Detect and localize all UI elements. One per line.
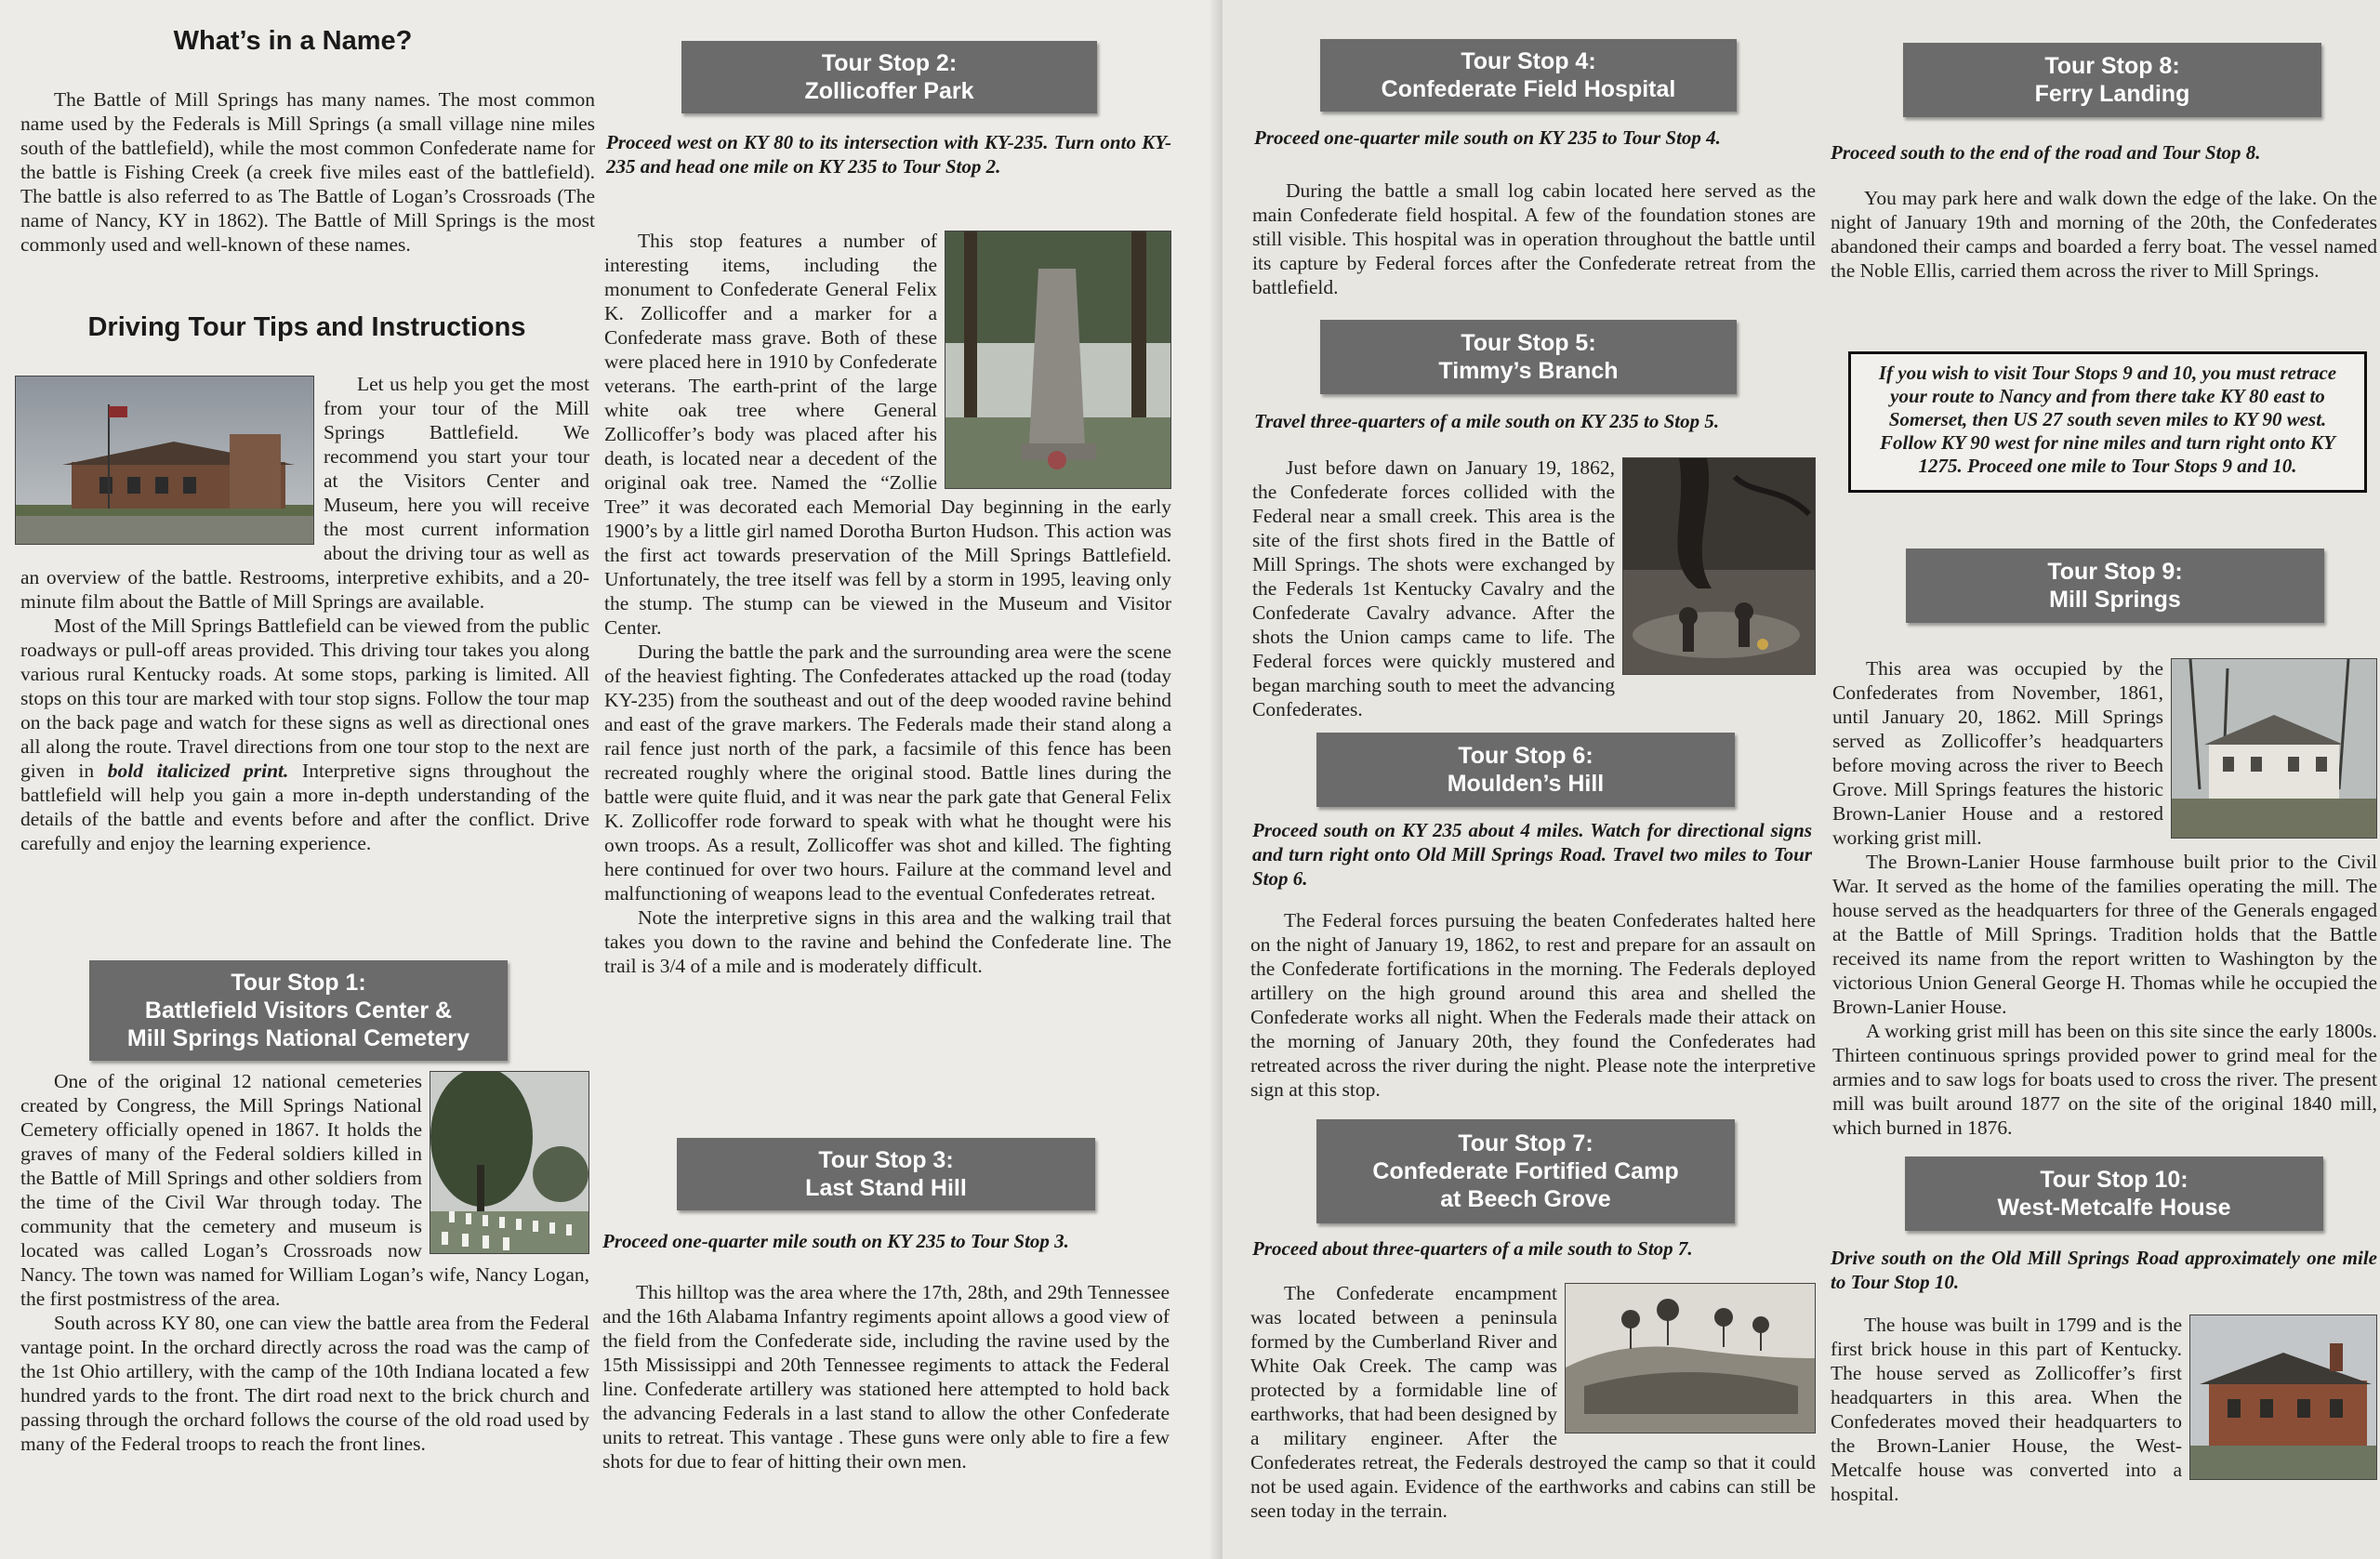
tour-stop-5-directions: Travel three-quarters of a mile south on KY 235 to Stop 5. (1254, 410, 1720, 432)
tour-stop-5-banner: Tour Stop 5: Timmy’s Branch (1320, 320, 1737, 394)
tour-stop-9-banner: Tour Stop 9: Mill Springs (1906, 548, 2324, 623)
zollicoffer-monument-photo (945, 231, 1171, 489)
tips-p2: Most of the Mill Springs Battlefield can be viewed from the public roadways or pull-off areas provided. This driving tour takes you along various rural Kentucky roads. At some stops, parking is limited. All stops on this tour are marked with tour stop signs. Follow the tour map on the back page and watch for these signs as well as directional ones all along the route. Travel directions from one tour stop to the next are given in bold italicized print. Interpretive signs throughout the battlefield will help you gain a more in-depth understanding of the details of the battle and events before and after the conflict. Drive carefully and enjoy the learning experience. (20, 614, 589, 854)
tour-stop-1-banner: Tour Stop 1: Battlefield Visitors Center & Mill Springs National Cemetery (89, 960, 508, 1061)
tour-stop-5-text: Just before dawn on January 19, 1862, the Confederate forces collided with the Federal near a small creek. This area is the site of the first shots fired in the Battle of Mill Springs. The shots were exchanged by the Federals 1st Kentucky Cavalry and the Confederate Cavalry advance. After the shots the Union camps came to life. The Federal forces were quickly mustered and began marching south to meet the advancing Confederates. (1252, 456, 1816, 721)
tour-stop-1-text: One of the original 12 national cemeteries created by Congress, the Mill Springs National Cemetery officially opened in 1867. It holds the graves of many of the Federal soldiers killed in the Battle of Mill Springs and other soldiers from the time of the Civil War through today. The community that the cemetery and museum is located was called Logan’s Crossroads now Nancy. The town was named for William Logan’s wife, Nancy Logan, the first postmistress of the area. South across KY 80, one can view the battle area from the Federal vantage point. In the orchard directly across the road was the camp of the 1st Ohio artillery, with the camp of the 10th Indiana located a few hundred yards to the front. The dirt road next to the brick church and passing through the orchard follows the course of the old road used by many of the Federal troops to reach the front lines. (20, 1069, 589, 1456)
right-page (1223, 0, 2380, 1559)
tour-stop-10-banner: Tour Stop 10: West-Metcalfe House (1905, 1156, 2323, 1231)
tour-stop-2-banner: Tour Stop 2: Zollicoffer Park (681, 41, 1097, 113)
visitors-center-photo (15, 376, 314, 545)
tour-stop-2-text: This stop features a number of interesting items, including the monument to Confederate General Felix K. Zollicoffer and a marker for a Confederate mass grave. Both of these were placed here in 1910 by Confederate veterans. The earth-print of the large white oak tree where General Zollicoffer’s body was placed after his death, is located near a decedent of the original oak tree. Named the “Zollie Tree” it was decorated each Memorial Day beginning in the early 1900’s by a little girl named Dorotha Burton Hudson. This action was the first act towards preservation of the Mill Springs Battlefield. Unfortunately, the tree itself was fell by a storm in 1995, leaving only the stump. The stump can be viewed in the Museum and Visitor Center. During the battle the park and the surrounding area were the scene of the heaviest fighting. The Confederates attacked up the road (today KY-235) from the southeast and out of the deep wooded ravine behind and east of the grave markers. The Federals made their stand along a rail fence just north of the park, a facsimile of this fence has been recreated roughly where the original stood. Battle lines during the battle were quite fluid, and it was near the park gate that General Felix K. Zollicoffer rode forward to speak with what he thought were his own troops. As a result, Zollicoffer was shot and killed. The fighting here continued for over two hours. Failure at the command level and malfunctioning of weapons lead to the eventual Confederates retreat. Note the interpretive signs in this area and the walking trail that takes you down to the ravine and behind the Confederate line. The trail is 3/4 of a mile and is moderately difficult. (604, 230, 1171, 977)
timmys-branch-illustration (1622, 457, 1816, 675)
tips-heading: Driving Tour Tips and Instructions (87, 312, 526, 342)
tour-stop-6-banner: Tour Stop 6: Moulden’s Hill (1316, 733, 1735, 807)
name-heading: What’s in a Name? (173, 26, 413, 56)
tour-stop-7-text: The Confederate encampment was located between a peninsula formed by the Cumberland River and White Oak Creek. The camp was protected by a formidable line of earthworks, that had been designed by a military engineer. After the Confederates retreat, the Federals destroyed the camp so that it could not be used again. Evidence of the earthworks and cabins can still be seen today in the terrain. (1250, 1282, 1816, 1522)
tour-stop-9-text: This area was occupied by the Confederates from November, 1861, until January 20, 1862. Mill Springs served as Zollicoffer’s headquarters before moving across the river to Beech Grove. Mill Springs features the historic Brown-Lanier House and a restored working grist mill. The Brown-Lanier House farmhouse built prior to the Civil War. It served as the home of the families operating the mill. The house served as the headquarters for three of the Generals engaged at the Battle of Mill Springs. Tradition holds that the Battle received its name from the report written to Washington by the victorious Union General George H. Thomas while he occupied the Brown-Lanier House. A working grist mill has been on this site since the early 1800s. Thirteen continuous springs provided power to grind meal for the armies and to saw logs for boats used to cross the river. The present mill was built around 1877 on the site of the original 1840 mill, which burned in 1876. (1832, 657, 2377, 1139)
tour-stop-10-text: The house was built in 1799 and is the first brick house in this part of Kentucky. The house served as Zollicoffer’s first headquarters in this area. When the Confederates moved their headquarters to the Brown-Lanier House, the West-Metcalfe house was converted into a hospital. (1831, 1313, 2377, 1506)
tour-stop-7-directions: Proceed about three-quarters of a mile south to Stop 7. (1252, 1237, 1693, 1260)
tour-stop-2-directions: Proceed west on KY 80 to its intersection with KY-235. Turn onto KY-235 and head one mile on KY 235 to Tour Stop 2. (606, 131, 1171, 178)
tour-stop-7-banner: Tour Stop 7: Confederate Fortified Camp at Beech Grove (1316, 1119, 1735, 1223)
tour-stop-4-directions: Proceed one-quarter mile south on KY 235 to Tour Stop 4. (1254, 126, 1721, 149)
tour-stop-8-directions: Proceed south to the end of the road and Tour Stop 8. (1831, 141, 2261, 164)
tips-text: Let us help you get the most from your tour of the Mill Springs Battlefield. We recommend you start your tour at the Visitors Center and Museum, here you will receive the most current information about the driving tour as well as an overview of the battle. Restrooms, interpretive exhibits, and a 20-minute film about the Battle of Mill Springs are available. Most of the Mill Springs Battlefield can be viewed from the public roadways or pull-off areas provided. This driving tour takes you along various rural Kentucky roads. At some stops, parking is limited. All stops on this tour are marked with tour stop signs. Follow the tour map on the back page and watch for these signs as well as directional ones all along the route. Travel directions from one tour stop to the next are given in bold italicized print. Interpretive signs throughout the battlefield will help you gain a more in-depth understanding of the details of the battle and events before and after the conflict. Drive carefully and enjoy the learning experience. (20, 372, 589, 855)
beech-grove-illustration (1565, 1283, 1816, 1433)
tour-stop-3-banner: Tour Stop 3: Last Stand Hill (677, 1138, 1095, 1210)
tour-stop-3-directions: Proceed one-quarter mile south on KY 235 to Tour Stop 3. (602, 1230, 1069, 1252)
tour-stop-4-text: During the battle a small log cabin located here served as the main Confederate field hospital. A few of the foundation stones are still visible. This hospital was in operation throughout the battle until its capture by Federal forces after the Confederate retreat from the battlefield. (1252, 179, 1816, 298)
tour-stop-8-text: You may park here and walk down the edge of the lake. On the night of January 19th and morning of the 20th, the Confederates abandoned their camps and boarded a ferry boat. The vessel named the Noble Ellis, carried them across the river to Mill Springs. (1831, 187, 2377, 282)
tour-stop-10-directions: Drive south on the Old Mill Springs Road approximately one mile to Tour Stop 10. (1831, 1247, 2377, 1293)
tour-stops-9-10-callout: If you wish to visit Tour Stops 9 and 10, you must retrace your route to Nancy and from there take KY 80 east to Somerset, then US 27 south seven miles to KY 90 west. Follow KY 90 west for nine miles and turn right onto KY 1275. Proceed one mile to Tour Stops 9 and 10. (1848, 351, 2367, 493)
tour-stop-8-banner: Tour Stop 8: Ferry Landing (1903, 43, 2321, 117)
tour-stop-6-directions: Proceed south on KY 235 about 4 miles. Watch for directional signs and turn right onto Old Mill Springs Road. Travel two miles to Tour Stop 6. (1252, 819, 1812, 890)
cemetery-photo (430, 1071, 589, 1254)
west-metcalfe-house-photo (2189, 1315, 2377, 1480)
name-text: The Battle of Mill Springs has many names. The most common name used by the Federals is Mill Springs (a small village nine miles south of the battlefield), while the most common Confederate name for the battle is Fishing Creek (a creek five miles east of the battlefield). The battle is also referred to as The Battle of Logan’s Crossroads (The name of Nancy, KY in 1862). The Battle of Mill Springs is the most commonly used and well-known of these names. (20, 88, 595, 256)
tour-stop-4-banner: Tour Stop 4: Confederate Field Hospital (1320, 39, 1737, 112)
tour-stop-3-text: This hilltop was the area where the 17th, 28th, and 29th Tennessee and the 16th Alabama Infantry regiments apoint allows a good view of the field from the Confederate side, including the ravine used by the 15th Mississippi and 20th Tennessee regiments to attack the Federal line. Confederate artillery was stationed here attempted to hold back the advancing Federals in a last stand to allow the other Confederate units to retreat. This vantage . These guns were only able to fire a few shots for due to fear of hitting their own men. (602, 1281, 1170, 1473)
brown-lanier-house-photo (2171, 658, 2377, 839)
tour-stop-6-text: The Federal forces pursuing the beaten Confederates halted here on the night of January 19, 1862, to rest and prepare for an assault on the Confederate fortifications in the morning. The Federals deployed artillery on the high ground around this area and shelled the Confederate works all night. When the Federals made their attack on the morning of January 20th, they found the Confederates had retreated across the river during the night. Please note the interpretive sign at this stop. (1250, 909, 1816, 1101)
